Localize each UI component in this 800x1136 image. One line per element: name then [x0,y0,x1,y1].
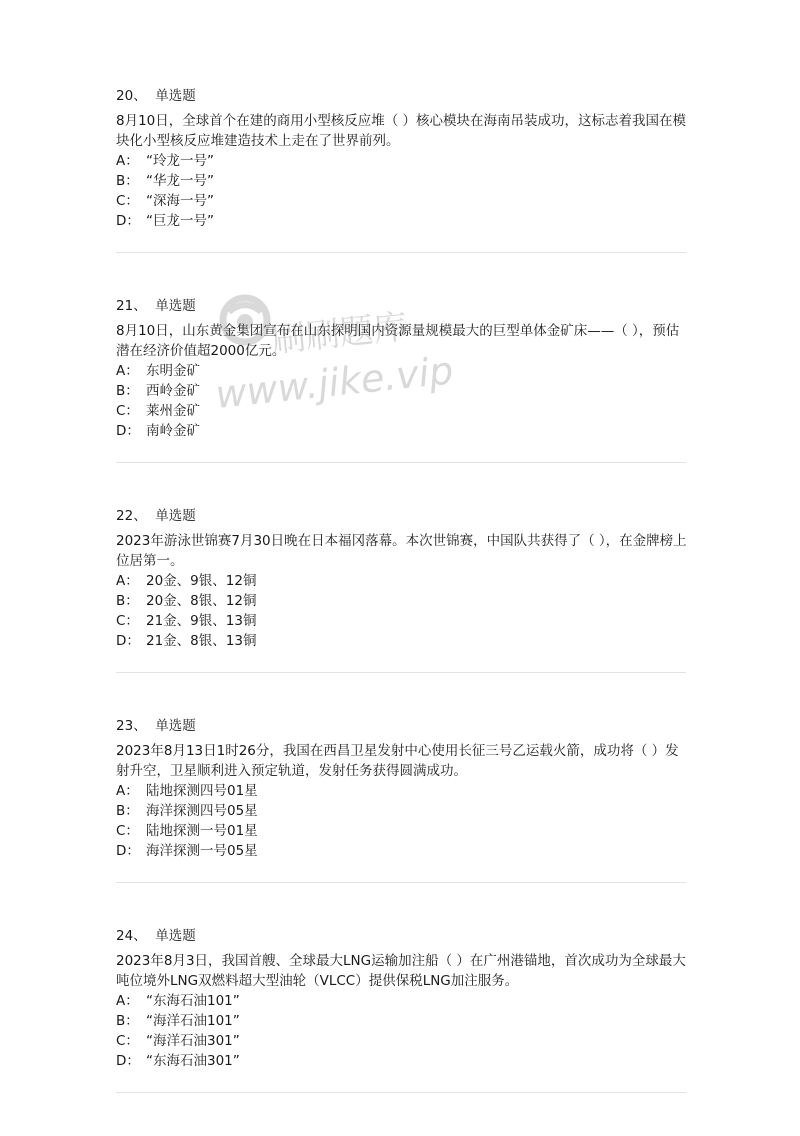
option-letter: B： [116,173,139,189]
question-24 [116,926,686,1071]
option-list [116,781,686,861]
option-list [116,991,686,1071]
option-letter: A： [116,363,139,379]
option-c[interactable] [116,821,686,841]
option-b[interactable] [116,801,686,821]
option-letter: C： [116,823,139,839]
question-divider [116,1092,686,1093]
question-stem: 8月10日，山东黄金集团宣布在山东探明国内资源量规模最大的巨型单体金矿床——（ ），预估潜在经济价值超2000亿元。 [116,323,680,359]
question-divider [116,252,686,253]
option-d[interactable] [116,211,686,231]
option-text: “玲龙一号” [146,153,214,169]
option-d[interactable] [116,631,686,651]
question-20 [116,86,686,231]
question-divider [116,672,686,673]
option-text: 东明金矿 [146,363,200,379]
option-a[interactable] [116,361,686,381]
question-type: 单选题 [155,508,196,524]
question-separator: 、 [133,88,147,104]
option-text: 海洋探测四号05星 [146,803,258,819]
option-letter: B： [116,593,139,609]
option-a[interactable] [116,991,686,1011]
question-list [116,86,686,1136]
option-text: 西岭金矿 [146,383,200,399]
question-header [116,926,686,946]
option-text: 陆地探测四号01星 [146,783,258,799]
option-list [116,571,686,651]
option-list [116,361,686,441]
option-letter: C： [116,613,139,629]
option-text: “海洋石油301” [146,1033,240,1049]
option-text: 南岭金矿 [146,423,200,439]
option-text: “东海石油101” [146,993,240,1009]
option-letter: D： [116,213,140,229]
question-stem: 2023年8月13日1时26分，我国在西昌卫星发射中心使用长征三号乙运载火箭，成功将（ ）发射升空，卫星顺利进入预定轨道，发射任务获得圆满成功。 [116,743,679,779]
option-c[interactable] [116,191,686,211]
option-letter: A： [116,153,139,169]
watermark-url: www.jike.vip [213,348,456,417]
question-header [116,716,686,736]
option-letter: B： [116,1013,139,1029]
watermark-brand: 刷刷题库 [269,306,410,361]
option-b[interactable] [116,171,686,191]
option-d[interactable] [116,841,686,861]
question-number: 23 [116,718,134,734]
question-stem: 2023年游泳世锦赛7月30日晚在日本福冈落幕。本次世锦赛，中国队共获得了（ ），在金牌榜上位居第一。 [116,533,687,569]
question-separator: 、 [133,718,147,734]
option-letter: D： [116,1053,140,1069]
option-c[interactable] [116,1031,686,1051]
option-text: 21金、8银、13铜 [146,633,257,649]
option-text: 海洋探测一号05星 [146,843,258,859]
option-a[interactable] [116,571,686,591]
question-header [116,506,686,526]
option-text: 陆地探测一号01星 [146,823,258,839]
question-type: 单选题 [155,298,196,314]
option-letter: D： [116,423,140,439]
option-text: 20金、8银、12铜 [146,593,257,609]
option-letter: D： [116,633,140,649]
option-text: 20金、9银、12铜 [146,573,257,589]
option-a[interactable] [116,151,686,171]
option-letter: A： [116,783,139,799]
question-separator: 、 [133,508,147,524]
question-type: 单选题 [155,718,196,734]
option-list [116,151,686,231]
question-divider [116,462,686,463]
question-separator: 、 [133,928,147,944]
option-b[interactable] [116,381,686,401]
option-letter: B： [116,803,139,819]
question-23 [116,716,686,861]
question-stem: 2023年8月3日，我国首艘、全球最大LNG运输加注船（ ）在广州港锚地，首次成功为全球最大吨位境外LNG双燃料超大型油轮（VLCC）提供保税LNG加注服务。 [116,953,686,989]
option-d[interactable] [116,1051,686,1071]
question-divider [116,882,686,883]
question-type: 单选题 [155,88,196,104]
option-text: “深海一号” [146,193,214,209]
option-text: “东海石油301” [146,1053,240,1069]
option-d[interactable] [116,421,686,441]
question-number: 21 [116,298,134,314]
option-c[interactable] [116,401,686,421]
option-a[interactable] [116,781,686,801]
option-b[interactable] [116,591,686,611]
option-letter: A： [116,573,139,589]
question-separator: 、 [133,298,147,314]
question-header [116,86,686,106]
option-text: “巨龙一号” [146,213,214,229]
question-type: 单选题 [155,928,196,944]
option-b[interactable] [116,1011,686,1031]
question-number: 20 [116,88,134,104]
option-c[interactable] [116,611,686,631]
question-stem: 8月10日，全球首个在建的商用小型核反应堆（ ）核心模块在海南吊装成功，这标志着我国在模块化小型核反应堆建造技术上走在了世界前列。 [116,113,687,149]
option-text: “海洋石油101” [146,1013,240,1029]
option-text: 莱州金矿 [146,403,200,419]
option-letter: C： [116,403,139,419]
option-letter: D： [116,843,140,859]
option-letter: B： [116,383,139,399]
question-number: 22 [116,508,134,524]
question-22 [116,506,686,651]
option-letter: C： [116,1033,139,1049]
option-text: 21金、9银、13铜 [146,613,257,629]
question-number: 24 [116,928,134,944]
question-21 [116,296,686,441]
option-letter: C： [116,193,139,209]
option-text: “华龙一号” [146,173,214,189]
option-letter: A： [116,993,139,1009]
question-header [116,296,686,316]
